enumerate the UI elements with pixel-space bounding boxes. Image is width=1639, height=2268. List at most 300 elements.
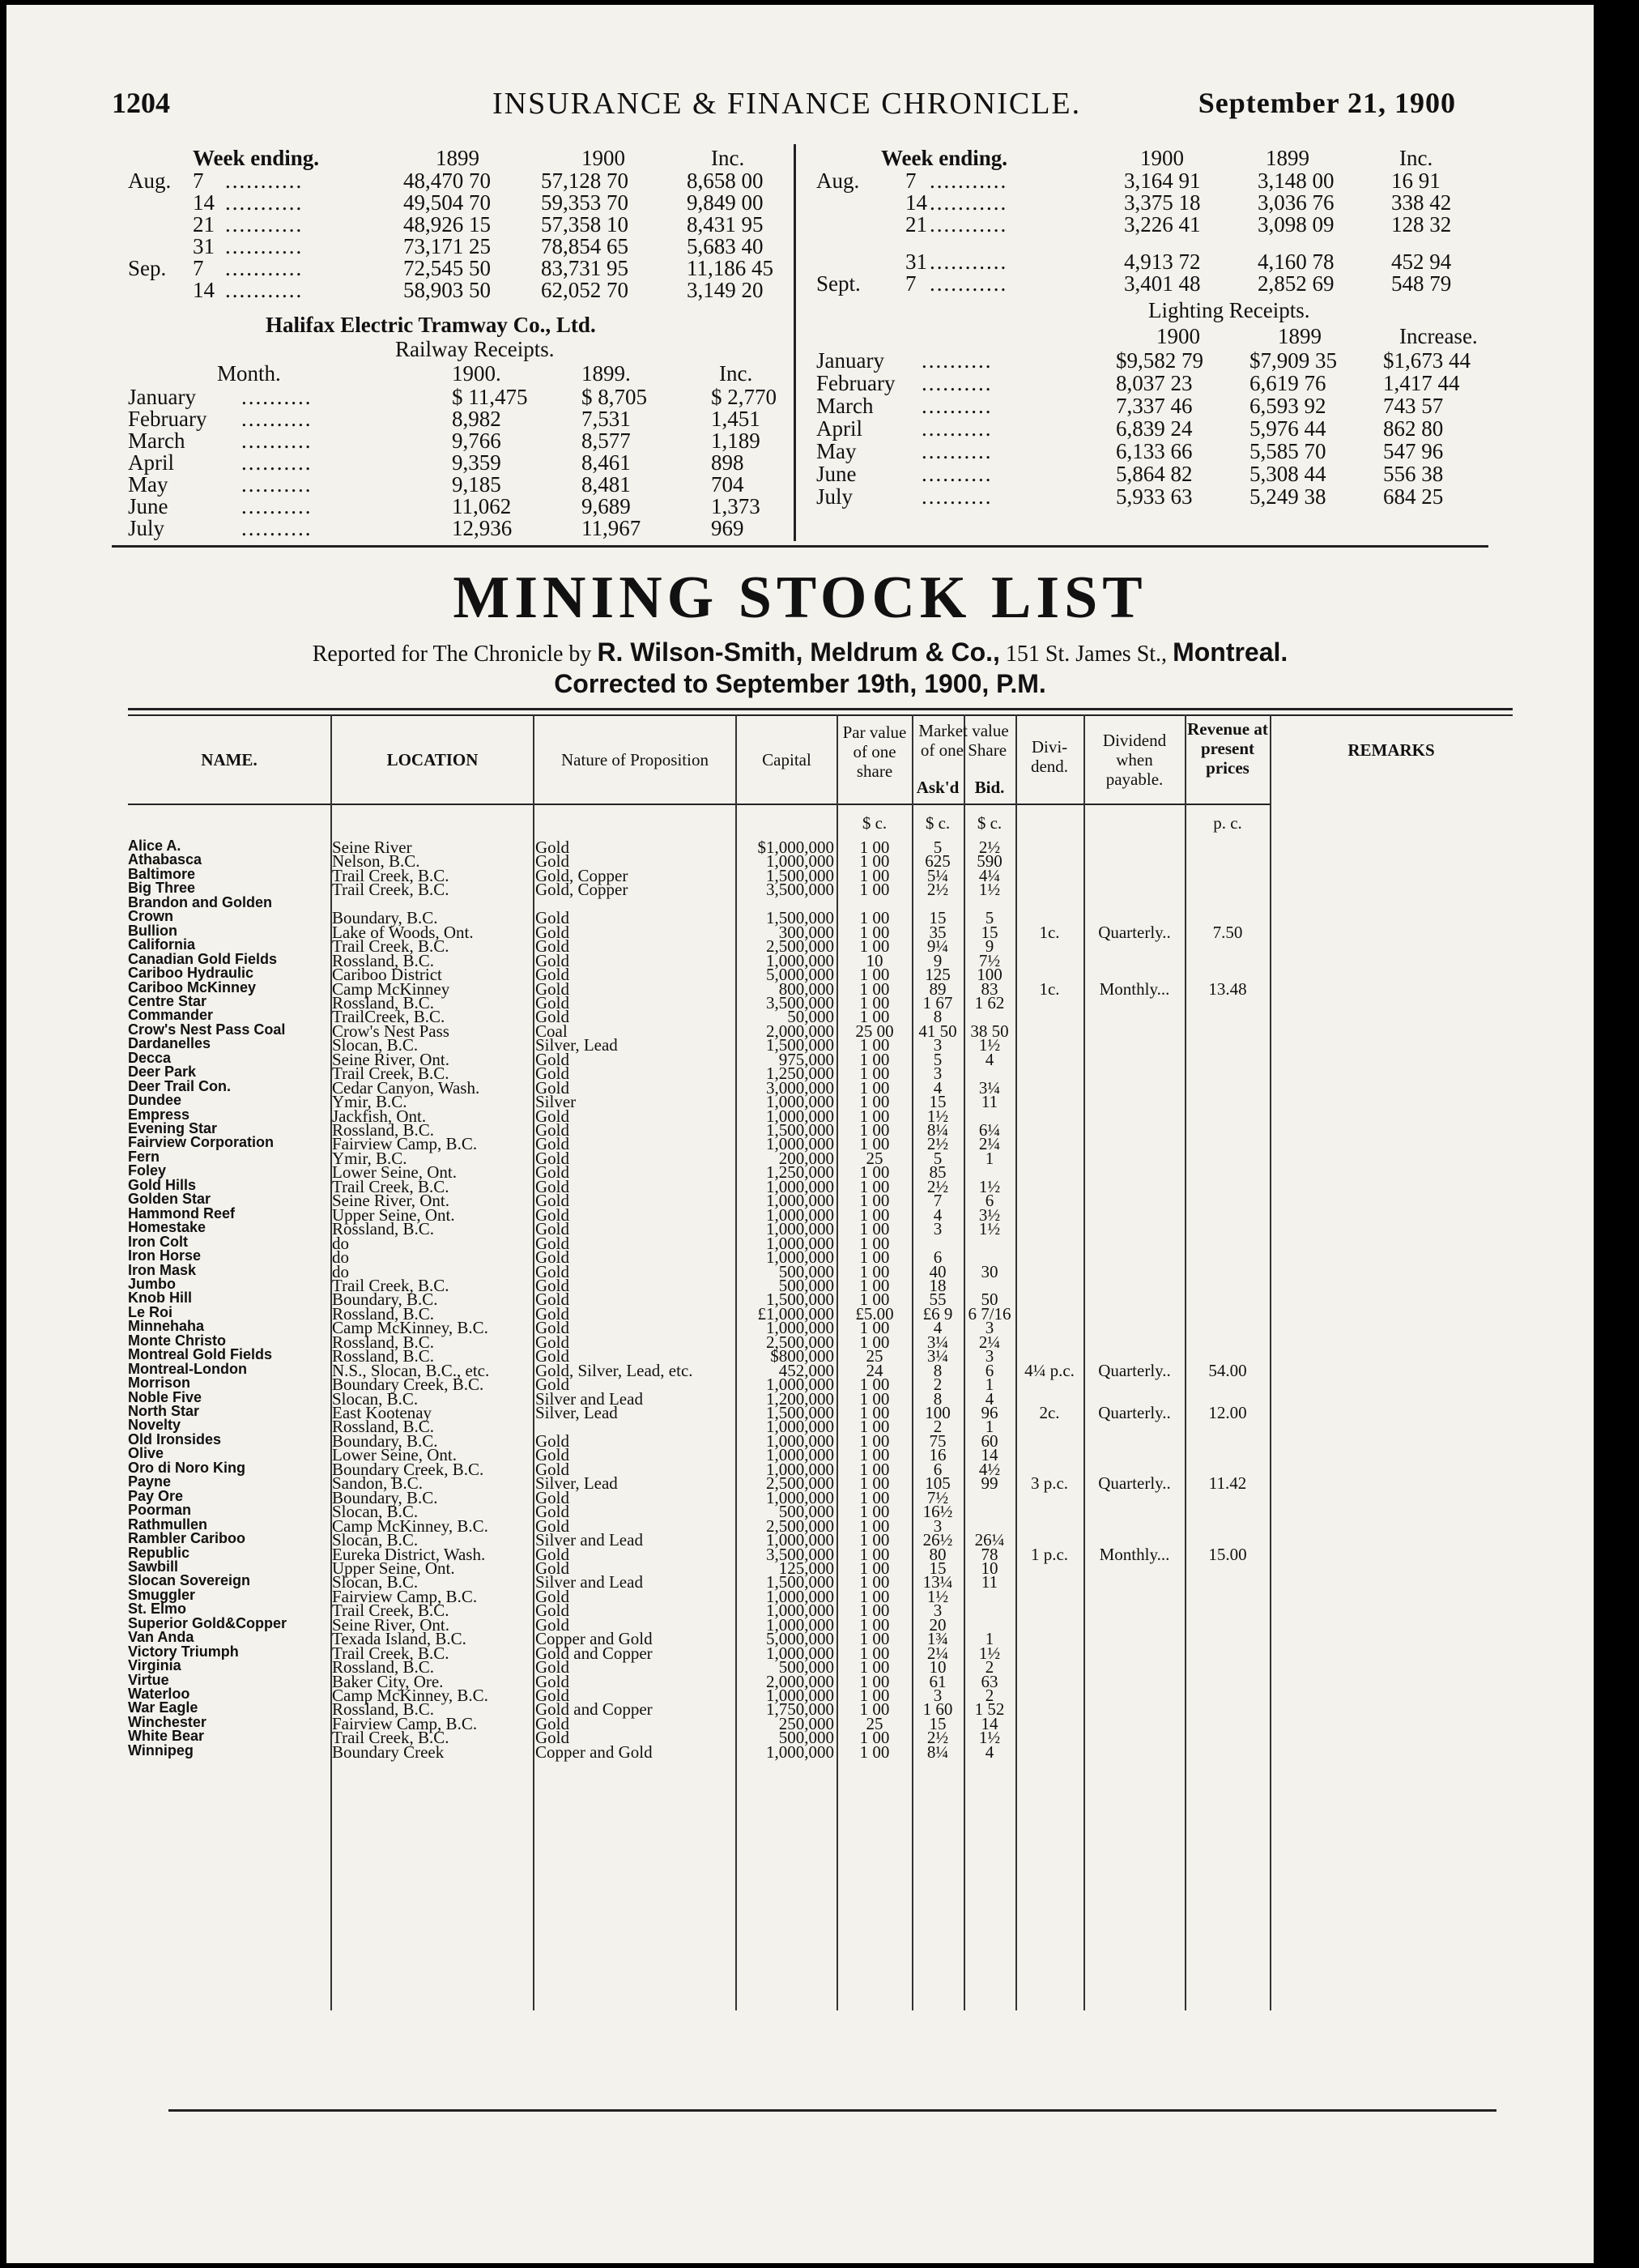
stock-location: Camp McKinney, B.C. [332, 1686, 488, 1705]
stock-nature: Gold [535, 1430, 569, 1451]
stock-par: 1 00 [859, 865, 890, 885]
stock-par: 1 00 [859, 1487, 890, 1507]
stock-par: 1 00 [859, 1318, 890, 1338]
table-row [128, 894, 1326, 908]
stock-capital: 1,000,000 [766, 1530, 834, 1550]
table-top-rule [128, 708, 1513, 710]
stock-asked: 35 [929, 922, 947, 942]
reported-prefix: Reported for The Chronicle by [312, 642, 592, 667]
stock-asked: 3 [933, 1219, 943, 1239]
stock-par: 1 00 [859, 1049, 890, 1069]
leader-dots: .......... [241, 494, 313, 518]
table-row [128, 1614, 1326, 1635]
stock-location: Boundary Creek, B.C. [332, 1375, 484, 1395]
weekly-header: 1900 [581, 146, 625, 170]
stock-capital: 1,750,000 [766, 1699, 834, 1720]
lighting-month: January [816, 348, 884, 373]
table-row [128, 1530, 1326, 1550]
weekly-1899: 48,926 15 [403, 212, 491, 237]
stock-bid: 1 [985, 1375, 994, 1395]
stock-bid: 3½ [978, 1204, 1001, 1225]
stock-bid: 14 [981, 1445, 998, 1465]
stock-nature: Gold [535, 1601, 569, 1621]
monthly-1900: 9,766 [452, 428, 501, 453]
stock-name: Dundee [128, 1092, 182, 1109]
stock-nature: Gold [535, 1176, 569, 1196]
table-row [128, 1148, 1326, 1168]
stock-name: Brandon and Golden [128, 893, 272, 910]
stock-par: 25 [866, 1346, 883, 1366]
monthly-1900: 8,982 [452, 407, 501, 431]
stock-capital: 1,000,000 [766, 1219, 834, 1239]
stock-nature: Gold [535, 851, 569, 872]
stock-bid: 4 [985, 1388, 994, 1409]
stock-par: 1 00 [859, 1191, 890, 1211]
monthly-1900: $ 11,475 [452, 385, 528, 409]
halifax-subtitle: Railway Receipts. [395, 337, 555, 361]
col-remarks-header: REMARKS [1347, 740, 1435, 760]
stock-bid: 6 [985, 1191, 994, 1211]
stock-asked: 2 [933, 1417, 943, 1437]
table-row [128, 1191, 1326, 1211]
stock-bid: 4¼ [978, 865, 1001, 885]
reported-by [6, 637, 1594, 667]
stock-location: Trail Creek, B.C. [332, 1728, 449, 1748]
stock-par: 1 00 [859, 1233, 890, 1253]
monthly-inc: 704 [711, 472, 744, 497]
stock-name: War Eagle [128, 1699, 198, 1716]
monthly-1900: 9,359 [452, 450, 501, 475]
stock-name: Iron Mask [128, 1261, 197, 1278]
stock-par: 1 00 [859, 880, 890, 900]
table-row [128, 1290, 1326, 1310]
lighting-1900: 6,839 24 [1116, 416, 1193, 441]
stock-name: White Bear [128, 1728, 205, 1745]
stock-nature: Gold [535, 950, 569, 970]
table-row [128, 1445, 1326, 1465]
lighting-1899: $7,909 35 [1249, 348, 1337, 373]
stock-capital: 200,000 [778, 1148, 834, 1168]
stock-capital: 2,000,000 [766, 1671, 834, 1691]
stock-asked: 80 [929, 1544, 947, 1564]
stock-par: 24 [866, 1360, 883, 1380]
stock-location: Rossland, B.C. [332, 1219, 435, 1239]
stock-location: Rossland, B.C. [332, 1657, 435, 1678]
monthly-month: April [128, 450, 174, 475]
lighting-inc: 862 80 [1383, 416, 1444, 441]
stock-capital: £1,000,000 [757, 1303, 834, 1324]
monthly-inc: 1,189 [711, 428, 760, 453]
col-nature-header: Nature of Proposition [561, 750, 709, 770]
leader-dots: .......... [241, 450, 313, 475]
weekly-day: 21 [905, 212, 927, 237]
stock-name: Fern [128, 1148, 160, 1165]
stock-location: Crow's Nest Pass [332, 1021, 449, 1041]
leader-dots: ........... [225, 190, 304, 215]
table-row [128, 1657, 1326, 1678]
table-row [128, 1332, 1326, 1352]
stock-nature: Gold [535, 1247, 569, 1268]
stock-bid: 1 52 [974, 1699, 1005, 1720]
stock-nature: Gold [535, 908, 569, 928]
stock-name: Virtue [128, 1671, 169, 1688]
stock-asked: 3 [933, 1686, 943, 1705]
units-row [128, 813, 1326, 833]
stock-capital: 1,000,000 [766, 1417, 834, 1437]
stock-name: Gold Hills [128, 1176, 197, 1193]
table-row [128, 1204, 1326, 1225]
stock-asked: 61 [929, 1671, 947, 1691]
monthly-1900: 9,185 [452, 472, 501, 497]
newspaper-page [6, 5, 1594, 2263]
stock-bid: 60 [981, 1430, 998, 1451]
issue-date: September 21, 1900 [1198, 87, 1456, 119]
stock-asked: 1 67 [922, 992, 953, 1013]
stock-par: 1 00 [859, 1629, 890, 1649]
stock-par: 1 00 [859, 1375, 890, 1395]
lighting-header: 1899 [1278, 324, 1322, 348]
weekly-header: Week ending. [881, 146, 1008, 170]
table-row [128, 908, 1326, 928]
stock-bid: 3¼ [978, 1077, 1001, 1098]
lighting-month: April [816, 416, 862, 441]
stock-location: Boundary, B.C. [332, 1487, 438, 1507]
stock-nature: Gold [535, 1657, 569, 1678]
table-row [128, 936, 1326, 957]
stock-par: 1 00 [859, 936, 890, 957]
weekly-header: 1900 [1140, 146, 1184, 170]
table-row [128, 1487, 1326, 1507]
stock-nature: Gold [535, 1106, 569, 1126]
stock-name: Slocan Sovereign [128, 1572, 251, 1589]
stock-asked: 8¼ [926, 1742, 949, 1762]
stock-bid: 2 [985, 1686, 994, 1705]
stock-location: Trail Creek, B.C. [332, 865, 449, 885]
stock-location: Nelson, B.C. [332, 851, 420, 872]
table-row [128, 1699, 1326, 1720]
stock-location: Seine River, Ont. [332, 1191, 449, 1211]
table-row [128, 1558, 1326, 1578]
stock-location: Rossland, B.C. [332, 1332, 435, 1352]
stock-par: 1 00 [859, 1558, 890, 1578]
column-divider [794, 144, 796, 541]
corrected-date: Corrected to September 19th, 1900, P.M. [554, 669, 1046, 698]
stock-asked: 4 [933, 1204, 943, 1225]
leader-dots: ........... [930, 249, 1008, 274]
lighting-month: March [816, 394, 874, 418]
stock-par: 1 00 [859, 838, 890, 857]
stock-nature: Gold [535, 1275, 569, 1295]
table-row [128, 1728, 1326, 1748]
monthly-header: Inc. [719, 361, 753, 386]
stock-capital: 1,000,000 [766, 1134, 834, 1154]
stock-name: Smuggler [128, 1586, 196, 1603]
stock-par: 1 00 [859, 1530, 890, 1550]
stock-location: Rossland, B.C. [332, 1303, 435, 1324]
stock-asked: 15 [929, 1092, 947, 1112]
table-row [128, 1686, 1326, 1705]
stock-location: N.S., Slocan, B.C., etc. [332, 1360, 490, 1380]
stock-par: 1 00 [859, 1671, 890, 1691]
publication-title: INSURANCE & FINANCE CHRONICLE. [492, 87, 1082, 121]
stock-par: 1 00 [859, 1332, 890, 1352]
stock-par: 1 00 [859, 1035, 890, 1055]
stock-par: 1 00 [859, 1544, 890, 1564]
stock-bid: 4 [985, 1742, 994, 1762]
stock-location: Boundary, B.C. [332, 1290, 438, 1310]
stock-par: 1 00 [859, 1643, 890, 1663]
stock-name: Rambler Cariboo [128, 1530, 246, 1547]
leader-dots: ........... [930, 190, 1008, 215]
stock-location: Rossland, B.C. [332, 1699, 435, 1720]
stock-bid: 11 [981, 1092, 998, 1112]
stock-location: Slocan, B.C. [332, 1572, 419, 1592]
stock-nature: Gold [535, 1614, 569, 1635]
stock-nature: Gold [535, 1713, 569, 1733]
stock-location: Fairview Camp, B.C. [332, 1586, 478, 1606]
stock-location: Eureka District, Wash. [332, 1544, 486, 1564]
stock-name: Bullion [128, 922, 177, 939]
weekly-day: 14 [193, 190, 215, 215]
col-payable-header: Dividend when payable. [1102, 731, 1167, 790]
stock-capital: 1,000,000 [766, 1601, 834, 1621]
page-header [112, 86, 1456, 126]
stock-location: Seine River, Ont. [332, 1614, 449, 1635]
weekly-1900: 59,353 70 [541, 190, 628, 215]
col-name-header: NAME. [201, 750, 258, 770]
stock-asked: 6 [933, 1459, 943, 1479]
table-row [128, 1064, 1326, 1084]
stock-location: Camp McKinney [332, 978, 450, 999]
lighting-1899: 6,593 92 [1249, 394, 1326, 418]
table-row [128, 1417, 1326, 1437]
stock-location: Sandon, B.C. [332, 1473, 424, 1494]
stock-location: Slocan, B.C. [332, 1530, 419, 1550]
stock-capital: 975,000 [778, 1049, 834, 1069]
table-row [128, 851, 1326, 872]
stock-nature: Gold [535, 1544, 569, 1564]
stock-nature: Gold [535, 1148, 569, 1168]
stock-capital: 3,500,000 [766, 880, 834, 900]
stock-capital: 1,000,000 [766, 1176, 834, 1196]
table-row [128, 1092, 1326, 1112]
stock-par: £5.00 [855, 1303, 894, 1324]
stock-revenue: 15.00 [1208, 1544, 1247, 1564]
stock-name: North Star [128, 1403, 200, 1419]
stock-par: 1 00 [859, 1290, 890, 1310]
stock-bid: 1½ [978, 880, 1001, 900]
receipts-section [112, 144, 1488, 549]
stock-asked: 3¼ [926, 1332, 949, 1352]
stock-par: 1 00 [859, 1134, 890, 1154]
stock-name: Baltimore [128, 865, 196, 882]
stock-location: Trail Creek, B.C. [332, 1176, 449, 1196]
stock-par: 1 00 [859, 965, 890, 985]
stock-par: 1 00 [859, 1742, 890, 1762]
stock-capital: 2,500,000 [766, 1332, 834, 1352]
weekly-1900: 4,913 72 [1124, 249, 1201, 274]
stock-name: Alice A. [128, 838, 181, 854]
stock-payable: Monthly... [1099, 1544, 1170, 1564]
stock-name: Poorman [128, 1502, 192, 1519]
stock-par: 1 00 [859, 1516, 890, 1536]
stock-nature: Gold [535, 1219, 569, 1239]
lighting-1900: 8,037 23 [1116, 371, 1193, 395]
stock-asked: 3 [933, 1035, 943, 1055]
lighting-inc: 556 38 [1383, 462, 1444, 486]
stock-capital: 3,500,000 [766, 1544, 834, 1564]
lighting-1900: $9,582 79 [1116, 348, 1203, 373]
stock-nature: Gold [535, 1303, 569, 1324]
lighting-1900: 6,133 66 [1116, 439, 1193, 463]
stock-bid: 6 7/16 [968, 1303, 1011, 1324]
weekly-header: 1899 [1266, 146, 1309, 170]
lighting-1899: 6,619 76 [1249, 371, 1326, 395]
weekly-header: Inc. [1399, 146, 1433, 170]
weekly-1899: 73,171 25 [403, 234, 491, 258]
page-number: 1204 [112, 87, 170, 119]
stock-asked: 105 [925, 1473, 951, 1494]
weekly-inc: 548 79 [1391, 271, 1452, 296]
stock-asked: 41 50 [918, 1021, 957, 1041]
stock-nature: Gold [535, 1502, 569, 1522]
stock-nature: Gold [535, 1671, 569, 1691]
stock-par: 1 00 [859, 978, 890, 999]
stock-bid: 63 [981, 1671, 998, 1691]
stock-location: Boundary, B.C. [332, 908, 438, 928]
table-row [128, 1516, 1326, 1536]
stock-bid: 96 [981, 1403, 998, 1422]
stock-payable: Quarterly.. [1098, 1403, 1171, 1422]
stock-asked: 20 [929, 1614, 947, 1635]
stock-name: California [128, 936, 196, 953]
stock-par: 25 00 [855, 1021, 894, 1041]
stock-asked: 8¼ [926, 1120, 949, 1140]
stock-par: 1 00 [859, 1007, 890, 1027]
stock-location: Seine River, Ont. [332, 1049, 449, 1069]
stock-par: 25 [866, 1148, 883, 1168]
stock-capital: 452,000 [778, 1360, 834, 1380]
par-unit: $ c. [862, 813, 888, 833]
monthly-month: January [128, 385, 196, 409]
leader-dots: .......... [922, 348, 993, 373]
weekly-day: 14 [193, 278, 215, 302]
stock-nature: Gold [535, 1459, 569, 1479]
stock-capital: 2,500,000 [766, 936, 834, 957]
stock-name: Canadian Gold Fields [128, 950, 278, 967]
stock-nature: Gold [535, 1487, 569, 1507]
weekly-1899: 4,160 78 [1258, 249, 1335, 274]
table-row [128, 978, 1326, 999]
weekly-1900: 3,164 91 [1124, 168, 1201, 193]
revenue-unit: p. c. [1213, 813, 1242, 833]
stock-bid: 3 [985, 1346, 994, 1366]
monthly-month: May [128, 472, 168, 497]
stock-capital: 1,500,000 [766, 1290, 834, 1310]
weekly-header: Week ending. [193, 146, 320, 170]
stock-name: Novelty [128, 1417, 181, 1434]
table-row [128, 1049, 1326, 1069]
stock-name: Victory Triumph [128, 1643, 239, 1660]
stock-dividend: 3 p.c. [1030, 1473, 1069, 1494]
leader-dots: .......... [241, 407, 313, 431]
stock-bid: 9 [985, 936, 994, 957]
stock-name: Crown [128, 908, 173, 925]
stock-name: Iron Horse [128, 1247, 202, 1264]
stock-asked: 3¼ [926, 1346, 949, 1366]
stock-nature: Gold [535, 1332, 569, 1352]
stock-asked: 5 [933, 1049, 943, 1069]
weekly-month: Sept. [816, 271, 861, 296]
lighting-1899: 5,976 44 [1249, 416, 1326, 441]
table-row [128, 1233, 1326, 1253]
stock-name: Deer Park [128, 1064, 197, 1081]
stock-bid: 3 [985, 1318, 994, 1338]
col-ask-header: Ask'd [916, 778, 960, 797]
stock-location: Slocan, B.C. [332, 1502, 419, 1522]
lighting-inc: 547 96 [1383, 439, 1444, 463]
table-row [128, 950, 1326, 970]
stock-name: Foley [128, 1162, 167, 1179]
stock-asked: 4 [933, 1077, 943, 1098]
stock-par: 1 00 [859, 1092, 890, 1112]
stock-name: Winnipeg [128, 1742, 194, 1759]
weekly-day: 21 [193, 212, 215, 237]
stock-nature: Silver [535, 1092, 577, 1112]
lighting-month: May [816, 439, 857, 463]
stock-nature: Silver and Lead [535, 1572, 643, 1592]
stock-nature: Gold [535, 1077, 569, 1098]
stock-name: Olive [128, 1445, 164, 1462]
stock-capital: $800,000 [770, 1346, 834, 1366]
stock-par: 1 00 [859, 1204, 890, 1225]
stock-capital: 500,000 [778, 1261, 834, 1281]
stock-bid: 5 [985, 908, 994, 928]
stock-nature: Gold [535, 1586, 569, 1606]
weekly-inc: 128 32 [1391, 212, 1452, 237]
stock-name: Deer Trail Con. [128, 1077, 232, 1094]
leader-dots: ........... [225, 256, 304, 280]
stock-capital: 500,000 [778, 1502, 834, 1522]
stock-par: 1 00 [859, 1106, 890, 1126]
stock-name: Superior Gold&Copper [128, 1614, 287, 1631]
stock-nature: Gold [535, 1318, 569, 1338]
table-row [128, 1077, 1326, 1098]
stock-capital: 1,000,000 [766, 1375, 834, 1395]
col-par-header: Par value of one share [842, 723, 907, 782]
stock-dividend: 1 p.c. [1030, 1544, 1069, 1564]
weekly-1899: 58,903 50 [403, 278, 491, 302]
monthly-inc: 1,451 [711, 407, 760, 431]
col-location-header: LOCATION [386, 750, 479, 770]
leader-dots: ........... [930, 168, 1008, 193]
stock-asked: 125 [925, 965, 951, 985]
table-row [128, 922, 1326, 942]
weekly-month: Sep. [128, 256, 167, 280]
monthly-month: March [128, 428, 185, 453]
stock-capital: 1,000,000 [766, 851, 834, 872]
stock-name: Morrison [128, 1375, 191, 1392]
col-bid-header: Bid. [974, 778, 1005, 797]
stock-capital: 1,500,000 [766, 1403, 834, 1422]
section-rule [112, 545, 1488, 548]
stock-par: 1 00 [859, 1064, 890, 1084]
stock-asked: 1 60 [922, 1699, 953, 1720]
stock-par: 1 00 [859, 1162, 890, 1183]
table-row [128, 1403, 1326, 1422]
monthly-1899: 8,461 [581, 450, 631, 475]
stock-bid: 590 [977, 851, 1003, 872]
